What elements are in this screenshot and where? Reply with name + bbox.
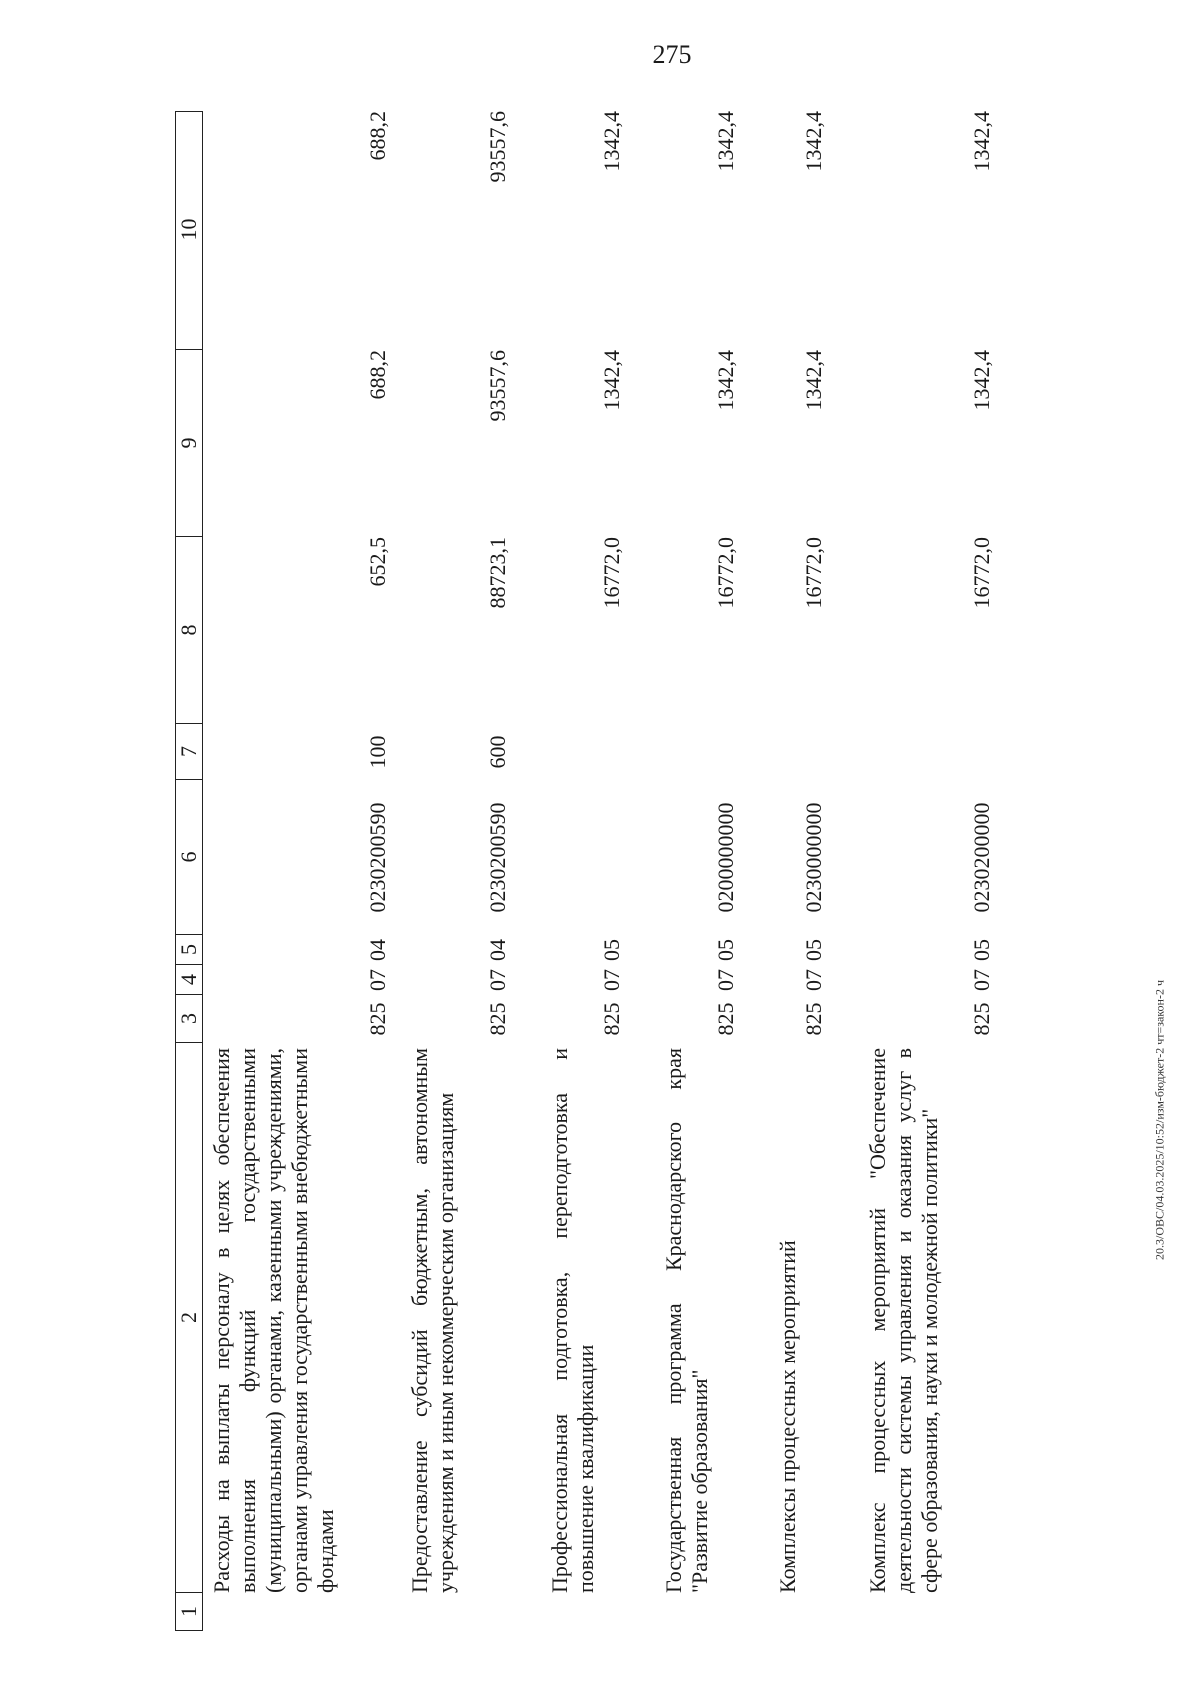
cell-col-5: 05 <box>801 939 826 961</box>
header-col-3: 3 <box>176 994 202 1042</box>
row-description: Предоставление субсидий бюджетным, автономным учреждениям и иным некоммерческим организациям <box>407 1048 458 1593</box>
table-row <box>865 111 997 1631</box>
cell-col-8: 16772,0 <box>599 537 624 609</box>
cell-col-9: 1342,4 <box>801 350 826 411</box>
table-row <box>547 111 627 1631</box>
cell-col-10: 1342,4 <box>801 111 826 172</box>
cell-col-8: 16772,0 <box>713 537 738 609</box>
cell-col-7: 600 <box>485 735 510 769</box>
cell-col-4: 07 <box>485 969 510 991</box>
cell-col-4: 07 <box>713 969 738 991</box>
cell-col-9: 1342,4 <box>713 350 738 411</box>
cell-col-4: 07 <box>599 969 624 991</box>
cell-col-6: 0230200000 <box>969 802 994 913</box>
cell-col-5: 05 <box>599 939 624 961</box>
row-description: Государственная программа Краснодарского края "Развитие образования" <box>661 1048 712 1593</box>
row-description: Комплекс процессных мероприятий "Обеспечение деятельности системы управления и оказания услуг в сфере образования, науки и молодежной политики" <box>865 1048 942 1593</box>
cell-col-10: 1342,4 <box>969 111 994 172</box>
cell-col-4: 07 <box>969 969 994 991</box>
table-row <box>209 111 389 1631</box>
cell-col-7: 100 <box>365 735 390 769</box>
cell-col-3: 825 <box>365 1002 390 1036</box>
row-description: Расходы на выплаты персоналу в целях обеспечения выполнения функций государственными (муниципальными) органами, казенными учреждениями, органами управления государственными внебюджетными фондами <box>209 1048 338 1593</box>
cell-col-10: 1342,4 <box>713 111 738 172</box>
header-col-1: 1 <box>176 1592 202 1630</box>
cell-col-8: 652,5 <box>365 537 390 587</box>
header-col-9: 9 <box>176 349 202 536</box>
cell-col-10: 93557,6 <box>485 111 510 183</box>
cell-col-3: 825 <box>599 1002 624 1036</box>
cell-col-3: 825 <box>713 1002 738 1036</box>
header-col-4: 4 <box>176 964 202 994</box>
budget-table <box>175 111 1075 1631</box>
header-col-7: 7 <box>176 723 202 779</box>
table-row <box>775 111 829 1631</box>
header-col-2: 2 <box>176 1042 202 1592</box>
table-row <box>661 111 741 1631</box>
row-description: Профессиональная подготовка, переподготовка и повышение квалификации <box>547 1048 598 1593</box>
cell-col-5: 04 <box>365 939 390 961</box>
cell-col-5: 04 <box>485 939 510 961</box>
table-row <box>407 111 513 1631</box>
cell-col-4: 07 <box>801 969 826 991</box>
cell-col-6: 0200000000 <box>713 802 738 913</box>
table-header-row <box>175 111 203 1631</box>
cell-col-6: 0230000000 <box>801 802 826 913</box>
header-col-8: 8 <box>176 536 202 723</box>
footer-code: 20.3/ОВС/04.03.2025/10:52/изм-бюджет-2 чт=закон-2 ч <box>1152 980 1167 1260</box>
cell-col-4: 07 <box>365 969 390 991</box>
cell-col-5: 05 <box>969 939 994 961</box>
cell-col-9: 93557,6 <box>485 350 510 422</box>
cell-col-3: 825 <box>801 1002 826 1036</box>
cell-col-10: 1342,4 <box>599 111 624 172</box>
cell-col-10: 688,2 <box>365 111 390 161</box>
cell-col-6: 0230200590 <box>485 802 510 913</box>
cell-col-9: 688,2 <box>365 350 390 400</box>
cell-col-6: 0230200590 <box>365 802 390 913</box>
cell-col-9: 1342,4 <box>599 350 624 411</box>
cell-col-8: 88723,1 <box>485 537 510 609</box>
cell-col-8: 16772,0 <box>801 537 826 609</box>
header-col-10: 10 <box>176 218 201 241</box>
header-col-5: 5 <box>176 934 202 964</box>
cell-col-3: 825 <box>969 1002 994 1036</box>
row-description: Комплексы процессных мероприятий <box>775 1240 800 1593</box>
cell-col-9: 1342,4 <box>969 350 994 411</box>
cell-col-5: 05 <box>713 939 738 961</box>
header-col-6: 6 <box>176 779 202 934</box>
cell-col-8: 16772,0 <box>969 537 994 609</box>
page-number: 275 <box>652 40 692 69</box>
cell-col-3: 825 <box>485 1002 510 1036</box>
